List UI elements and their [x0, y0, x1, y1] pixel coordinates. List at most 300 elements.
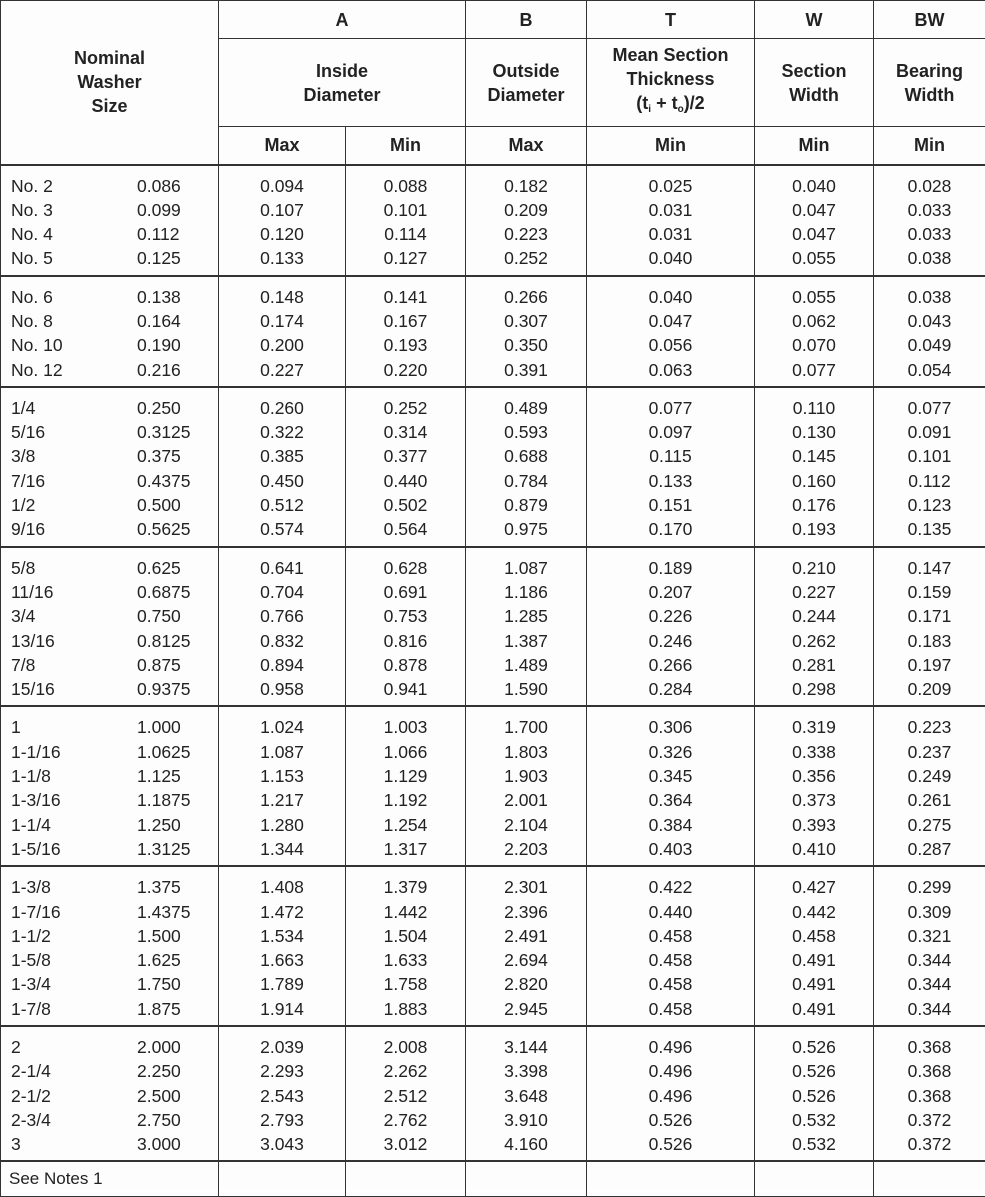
table-body — [1, 165, 985, 1162]
nominal-size-label: 1-1/8 — [1, 764, 131, 788]
col-w-letter: W — [755, 1, 874, 39]
a-max-value: 1.534 — [219, 924, 345, 948]
a-min-value: 0.691 — [346, 580, 465, 604]
a-min-value: 1.129 — [346, 764, 465, 788]
nominal-size-cell — [1, 547, 219, 707]
bw-min-value: 0.197 — [874, 653, 985, 677]
b-max-value: 1.803 — [466, 740, 586, 764]
a-min-value: 0.141 — [346, 285, 465, 309]
col-bw-min-header: Min — [874, 127, 985, 165]
a-min-value: 3.012 — [346, 1132, 465, 1156]
a-min-cell — [346, 1026, 466, 1161]
b-max-cell — [466, 387, 587, 547]
a-min-cell — [346, 276, 466, 387]
a-min-value: 1.003 — [346, 715, 465, 739]
a-min-cell — [346, 547, 466, 707]
b-max-value: 0.688 — [466, 444, 586, 468]
a-max-value: 1.914 — [219, 997, 345, 1021]
header-text: Section — [755, 59, 873, 83]
footer-empty-cell — [219, 1161, 346, 1197]
t-min-value: 0.458 — [587, 997, 754, 1021]
nominal-size-cell — [1, 706, 219, 866]
b-max-value: 0.182 — [466, 174, 586, 198]
a-max-cell — [219, 276, 346, 387]
w-min-value: 0.356 — [755, 764, 873, 788]
nominal-size-line — [1, 358, 218, 382]
bw-min-cell — [874, 165, 985, 276]
t-min-value: 0.440 — [587, 900, 754, 924]
a-max-value: 0.200 — [219, 333, 345, 357]
t-min-value: 0.326 — [587, 740, 754, 764]
col-t-min-header: Min — [587, 127, 755, 165]
a-max-value: 0.574 — [219, 517, 345, 541]
table-row-group — [1, 165, 985, 276]
nominal-size-decimal: 0.5625 — [131, 517, 191, 541]
nominal-size-label: No. 3 — [1, 198, 131, 222]
a-max-value: 1.344 — [219, 837, 345, 861]
table-row-group — [1, 1026, 985, 1161]
a-max-value: 1.153 — [219, 764, 345, 788]
nominal-size-line — [1, 813, 218, 837]
a-max-value: 2.039 — [219, 1035, 345, 1059]
bw-min-value: 0.033 — [874, 198, 985, 222]
nominal-size-line — [1, 198, 218, 222]
w-min-value: 0.055 — [755, 285, 873, 309]
col-b-description — [466, 39, 587, 127]
table-header — [1, 1, 985, 165]
footer-empty-cell — [755, 1161, 874, 1197]
bw-min-cell — [874, 387, 985, 547]
w-min-value: 0.532 — [755, 1132, 873, 1156]
formula-part: (t — [636, 93, 648, 113]
b-max-value: 1.087 — [466, 556, 586, 580]
nominal-size-label: 7/16 — [1, 469, 131, 493]
t-min-value: 0.133 — [587, 469, 754, 493]
t-min-value: 0.306 — [587, 715, 754, 739]
a-max-value: 1.024 — [219, 715, 345, 739]
nominal-size-decimal: 0.216 — [131, 358, 181, 382]
nominal-size-line — [1, 1035, 218, 1059]
header-text: Size — [1, 94, 218, 118]
w-min-value: 0.526 — [755, 1084, 873, 1108]
b-max-value: 2.001 — [466, 788, 586, 812]
w-min-value: 0.262 — [755, 629, 873, 653]
bw-min-cell — [874, 547, 985, 707]
b-max-value: 1.700 — [466, 715, 586, 739]
a-min-value: 0.101 — [346, 198, 465, 222]
nominal-size-decimal: 1.250 — [131, 813, 181, 837]
formula-part: )/2 — [684, 93, 705, 113]
nominal-size-label: 5/8 — [1, 556, 131, 580]
nominal-washer-size-header — [1, 1, 219, 165]
a-min-value: 0.314 — [346, 420, 465, 444]
nominal-size-line — [1, 1108, 218, 1132]
nominal-size-line — [1, 493, 218, 517]
t-min-cell — [587, 276, 755, 387]
bw-min-value: 0.209 — [874, 677, 985, 701]
bw-min-value: 0.091 — [874, 420, 985, 444]
see-notes-label: See Notes 1 — [1, 1161, 219, 1197]
nominal-size-line — [1, 629, 218, 653]
b-max-value: 2.203 — [466, 837, 586, 861]
w-min-value: 0.070 — [755, 333, 873, 357]
w-min-value: 0.458 — [755, 924, 873, 948]
a-min-value: 2.008 — [346, 1035, 465, 1059]
t-min-value: 0.077 — [587, 396, 754, 420]
nominal-size-line — [1, 837, 218, 861]
b-max-value: 0.975 — [466, 517, 586, 541]
nominal-size-line — [1, 246, 218, 270]
w-min-value: 0.062 — [755, 309, 873, 333]
w-min-value: 0.491 — [755, 997, 873, 1021]
nominal-size-decimal: 1.375 — [131, 875, 181, 899]
bw-min-value: 0.344 — [874, 972, 985, 996]
nominal-size-line — [1, 948, 218, 972]
nominal-size-line — [1, 972, 218, 996]
w-min-value: 0.210 — [755, 556, 873, 580]
a-min-value: 0.114 — [346, 222, 465, 246]
a-max-value: 2.293 — [219, 1059, 345, 1083]
a-max-value: 0.260 — [219, 396, 345, 420]
a-min-value: 2.762 — [346, 1108, 465, 1132]
nominal-size-line — [1, 1084, 218, 1108]
b-max-value: 0.223 — [466, 222, 586, 246]
a-max-cell — [219, 1026, 346, 1161]
b-max-value: 2.945 — [466, 997, 586, 1021]
nominal-size-label: 3 — [1, 1132, 131, 1156]
a-max-value: 0.641 — [219, 556, 345, 580]
bw-min-value: 0.159 — [874, 580, 985, 604]
nominal-size-decimal: 2.500 — [131, 1084, 181, 1108]
a-min-value: 0.167 — [346, 309, 465, 333]
nominal-size-decimal: 0.086 — [131, 174, 181, 198]
a-max-value: 0.094 — [219, 174, 345, 198]
bw-min-value: 0.275 — [874, 813, 985, 837]
nominal-size-label: 13/16 — [1, 629, 131, 653]
t-min-value: 0.246 — [587, 629, 754, 653]
bw-min-value: 0.237 — [874, 740, 985, 764]
b-max-value: 1.903 — [466, 764, 586, 788]
header-text: Diameter — [466, 83, 586, 107]
w-min-value: 0.319 — [755, 715, 873, 739]
t-min-value: 0.207 — [587, 580, 754, 604]
a-max-value: 1.087 — [219, 740, 345, 764]
table-row-group — [1, 276, 985, 387]
a-min-value: 1.379 — [346, 875, 465, 899]
w-min-value: 0.491 — [755, 972, 873, 996]
w-min-cell — [755, 387, 874, 547]
nominal-size-line — [1, 333, 218, 357]
nominal-size-decimal: 1.125 — [131, 764, 181, 788]
a-min-value: 0.628 — [346, 556, 465, 580]
bw-min-value: 0.368 — [874, 1035, 985, 1059]
a-max-value: 1.472 — [219, 900, 345, 924]
bw-min-value: 0.135 — [874, 517, 985, 541]
a-min-value: 1.504 — [346, 924, 465, 948]
nominal-size-label: 2-3/4 — [1, 1108, 131, 1132]
bw-min-value: 0.223 — [874, 715, 985, 739]
header-text: Bearing — [874, 59, 985, 83]
bw-min-value: 0.033 — [874, 222, 985, 246]
a-max-value: 0.894 — [219, 653, 345, 677]
a-max-cell — [219, 706, 346, 866]
t-min-value: 0.458 — [587, 972, 754, 996]
t-min-value: 0.115 — [587, 444, 754, 468]
nominal-size-decimal: 1.500 — [131, 924, 181, 948]
t-min-cell — [587, 387, 755, 547]
t-min-value: 0.526 — [587, 1108, 754, 1132]
nominal-size-decimal: 0.138 — [131, 285, 181, 309]
a-max-value: 0.958 — [219, 677, 345, 701]
b-max-value: 1.590 — [466, 677, 586, 701]
a-min-value: 1.192 — [346, 788, 465, 812]
t-min-value: 0.458 — [587, 924, 754, 948]
a-min-value: 0.193 — [346, 333, 465, 357]
a-max-value: 1.789 — [219, 972, 345, 996]
nominal-size-decimal: 0.6875 — [131, 580, 191, 604]
nominal-size-line — [1, 875, 218, 899]
t-min-value: 0.040 — [587, 285, 754, 309]
a-min-value: 0.753 — [346, 604, 465, 628]
nominal-size-decimal: 1.625 — [131, 948, 181, 972]
bw-min-value: 0.077 — [874, 396, 985, 420]
bw-min-value: 0.261 — [874, 788, 985, 812]
nominal-size-decimal: 0.164 — [131, 309, 181, 333]
w-min-value: 0.193 — [755, 517, 873, 541]
w-min-value: 0.077 — [755, 358, 873, 382]
col-t-letter: T — [587, 1, 755, 39]
nominal-size-line — [1, 174, 218, 198]
bw-min-cell — [874, 706, 985, 866]
nominal-size-label: 2-1/2 — [1, 1084, 131, 1108]
footer-empty-cell — [874, 1161, 985, 1197]
a-min-value: 0.502 — [346, 493, 465, 517]
nominal-size-line — [1, 715, 218, 739]
w-min-value: 0.526 — [755, 1035, 873, 1059]
nominal-size-line — [1, 653, 218, 677]
nominal-size-label: 1-1/2 — [1, 924, 131, 948]
footer-empty-cell — [466, 1161, 587, 1197]
b-max-value: 0.266 — [466, 285, 586, 309]
a-min-value: 0.377 — [346, 444, 465, 468]
bw-min-value: 0.344 — [874, 997, 985, 1021]
col-a-min-header: Min — [346, 127, 466, 165]
bw-min-cell — [874, 276, 985, 387]
b-max-value: 2.694 — [466, 948, 586, 972]
b-max-value: 1.186 — [466, 580, 586, 604]
col-w-min-header: Min — [755, 127, 874, 165]
a-max-cell — [219, 387, 346, 547]
a-max-value: 0.120 — [219, 222, 345, 246]
bw-min-value: 0.372 — [874, 1108, 985, 1132]
nominal-size-line — [1, 604, 218, 628]
a-max-value: 0.227 — [219, 358, 345, 382]
nominal-size-cell — [1, 1026, 219, 1161]
a-min-value: 0.941 — [346, 677, 465, 701]
nominal-size-line — [1, 556, 218, 580]
thickness-formula — [587, 91, 754, 122]
b-max-value: 1.489 — [466, 653, 586, 677]
a-max-value: 0.148 — [219, 285, 345, 309]
nominal-size-line — [1, 222, 218, 246]
col-bw-description — [874, 39, 985, 127]
bw-min-value: 0.249 — [874, 764, 985, 788]
bw-min-cell — [874, 1026, 985, 1161]
col-b-max-header: Max — [466, 127, 587, 165]
nominal-size-decimal: 1.000 — [131, 715, 181, 739]
b-max-value: 1.285 — [466, 604, 586, 628]
nominal-size-decimal: 0.9375 — [131, 677, 191, 701]
w-min-value: 0.055 — [755, 246, 873, 270]
nominal-size-decimal: 0.112 — [131, 222, 180, 246]
nominal-size-decimal: 0.125 — [131, 246, 181, 270]
b-max-cell — [466, 547, 587, 707]
t-min-cell — [587, 1026, 755, 1161]
nominal-size-decimal: 1.0625 — [131, 740, 191, 764]
b-max-value: 4.160 — [466, 1132, 586, 1156]
t-min-value: 0.226 — [587, 604, 754, 628]
nominal-size-label: 2-1/4 — [1, 1059, 131, 1083]
bw-min-value: 0.171 — [874, 604, 985, 628]
t-min-value: 0.040 — [587, 246, 754, 270]
bw-min-value: 0.147 — [874, 556, 985, 580]
a-max-value: 2.543 — [219, 1084, 345, 1108]
nominal-size-label: 1-7/16 — [1, 900, 131, 924]
b-max-value: 3.648 — [466, 1084, 586, 1108]
table-footer — [1, 1161, 985, 1197]
nominal-size-line — [1, 580, 218, 604]
t-min-value: 0.403 — [587, 837, 754, 861]
nominal-size-line — [1, 517, 218, 541]
nominal-size-label: 3/4 — [1, 604, 131, 628]
nominal-size-decimal: 1.1875 — [131, 788, 191, 812]
col-a-description — [219, 39, 466, 127]
w-min-value: 0.532 — [755, 1108, 873, 1132]
nominal-size-decimal: 0.250 — [131, 396, 181, 420]
bw-min-value: 0.123 — [874, 493, 985, 517]
nominal-size-line — [1, 396, 218, 420]
w-min-cell — [755, 547, 874, 707]
w-min-value: 0.145 — [755, 444, 873, 468]
w-min-value: 0.227 — [755, 580, 873, 604]
w-min-value: 0.130 — [755, 420, 873, 444]
a-max-value: 2.793 — [219, 1108, 345, 1132]
t-min-value: 0.345 — [587, 764, 754, 788]
b-max-value: 3.144 — [466, 1035, 586, 1059]
a-max-value: 0.450 — [219, 469, 345, 493]
nominal-size-label: No. 4 — [1, 222, 131, 246]
a-min-value: 0.440 — [346, 469, 465, 493]
t-min-value: 0.364 — [587, 788, 754, 812]
w-min-value: 0.526 — [755, 1059, 873, 1083]
w-min-value: 0.442 — [755, 900, 873, 924]
t-min-cell — [587, 706, 755, 866]
b-max-value: 0.593 — [466, 420, 586, 444]
t-min-value: 0.063 — [587, 358, 754, 382]
nominal-size-cell — [1, 387, 219, 547]
a-min-value: 0.220 — [346, 358, 465, 382]
t-min-value: 0.025 — [587, 174, 754, 198]
t-min-value: 0.496 — [587, 1035, 754, 1059]
a-min-cell — [346, 706, 466, 866]
w-min-value: 0.427 — [755, 875, 873, 899]
col-bw-letter: BW — [874, 1, 985, 39]
nominal-size-cell — [1, 165, 219, 276]
nominal-size-line — [1, 420, 218, 444]
w-min-value: 0.047 — [755, 222, 873, 246]
nominal-size-decimal: 2.250 — [131, 1059, 181, 1083]
b-max-value: 3.398 — [466, 1059, 586, 1083]
a-max-value: 1.663 — [219, 948, 345, 972]
t-min-value: 0.151 — [587, 493, 754, 517]
bw-min-value: 0.054 — [874, 358, 985, 382]
bw-min-value: 0.112 — [874, 469, 985, 493]
w-min-cell — [755, 165, 874, 276]
a-min-value: 1.758 — [346, 972, 465, 996]
bw-min-value: 0.183 — [874, 629, 985, 653]
bw-min-value: 0.028 — [874, 174, 985, 198]
bw-min-value: 0.049 — [874, 333, 985, 357]
a-max-value: 1.217 — [219, 788, 345, 812]
t-min-value: 0.056 — [587, 333, 754, 357]
b-max-value: 0.307 — [466, 309, 586, 333]
footer-empty-cell — [587, 1161, 755, 1197]
nominal-size-label: 9/16 — [1, 517, 131, 541]
t-min-cell — [587, 165, 755, 276]
nominal-size-decimal: 2.000 — [131, 1035, 181, 1059]
nominal-size-line — [1, 444, 218, 468]
a-min-value: 0.564 — [346, 517, 465, 541]
formula-part: + t — [651, 93, 678, 113]
nominal-size-label: 1-1/4 — [1, 813, 131, 837]
t-min-value: 0.031 — [587, 198, 754, 222]
b-max-value: 3.910 — [466, 1108, 586, 1132]
nominal-size-label: 1/2 — [1, 493, 131, 517]
nominal-size-label: No. 12 — [1, 358, 131, 382]
w-min-value: 0.281 — [755, 653, 873, 677]
bw-min-value: 0.287 — [874, 837, 985, 861]
a-min-value: 0.127 — [346, 246, 465, 270]
a-max-value: 0.322 — [219, 420, 345, 444]
a-min-value: 0.088 — [346, 174, 465, 198]
nominal-size-label: 1/4 — [1, 396, 131, 420]
t-min-value: 0.031 — [587, 222, 754, 246]
b-max-value: 0.489 — [466, 396, 586, 420]
w-min-cell — [755, 866, 874, 1026]
table-row-group — [1, 547, 985, 707]
a-min-cell — [346, 866, 466, 1026]
header-text: Washer — [1, 70, 218, 94]
w-min-value: 0.244 — [755, 604, 873, 628]
a-max-value: 0.174 — [219, 309, 345, 333]
bw-min-cell — [874, 866, 985, 1026]
b-max-cell — [466, 165, 587, 276]
col-b-letter: B — [466, 1, 587, 39]
a-max-cell — [219, 547, 346, 707]
t-min-value: 0.047 — [587, 309, 754, 333]
b-max-value: 2.104 — [466, 813, 586, 837]
bw-min-value: 0.038 — [874, 285, 985, 309]
nominal-size-line — [1, 997, 218, 1021]
nominal-size-label: 1-3/8 — [1, 875, 131, 899]
a-min-value: 2.512 — [346, 1084, 465, 1108]
b-max-value: 0.350 — [466, 333, 586, 357]
w-min-value: 0.176 — [755, 493, 873, 517]
nominal-size-label: 11/16 — [1, 580, 131, 604]
a-min-cell — [346, 387, 466, 547]
header-text: Thickness — [587, 67, 754, 91]
nominal-size-label: No. 2 — [1, 174, 131, 198]
